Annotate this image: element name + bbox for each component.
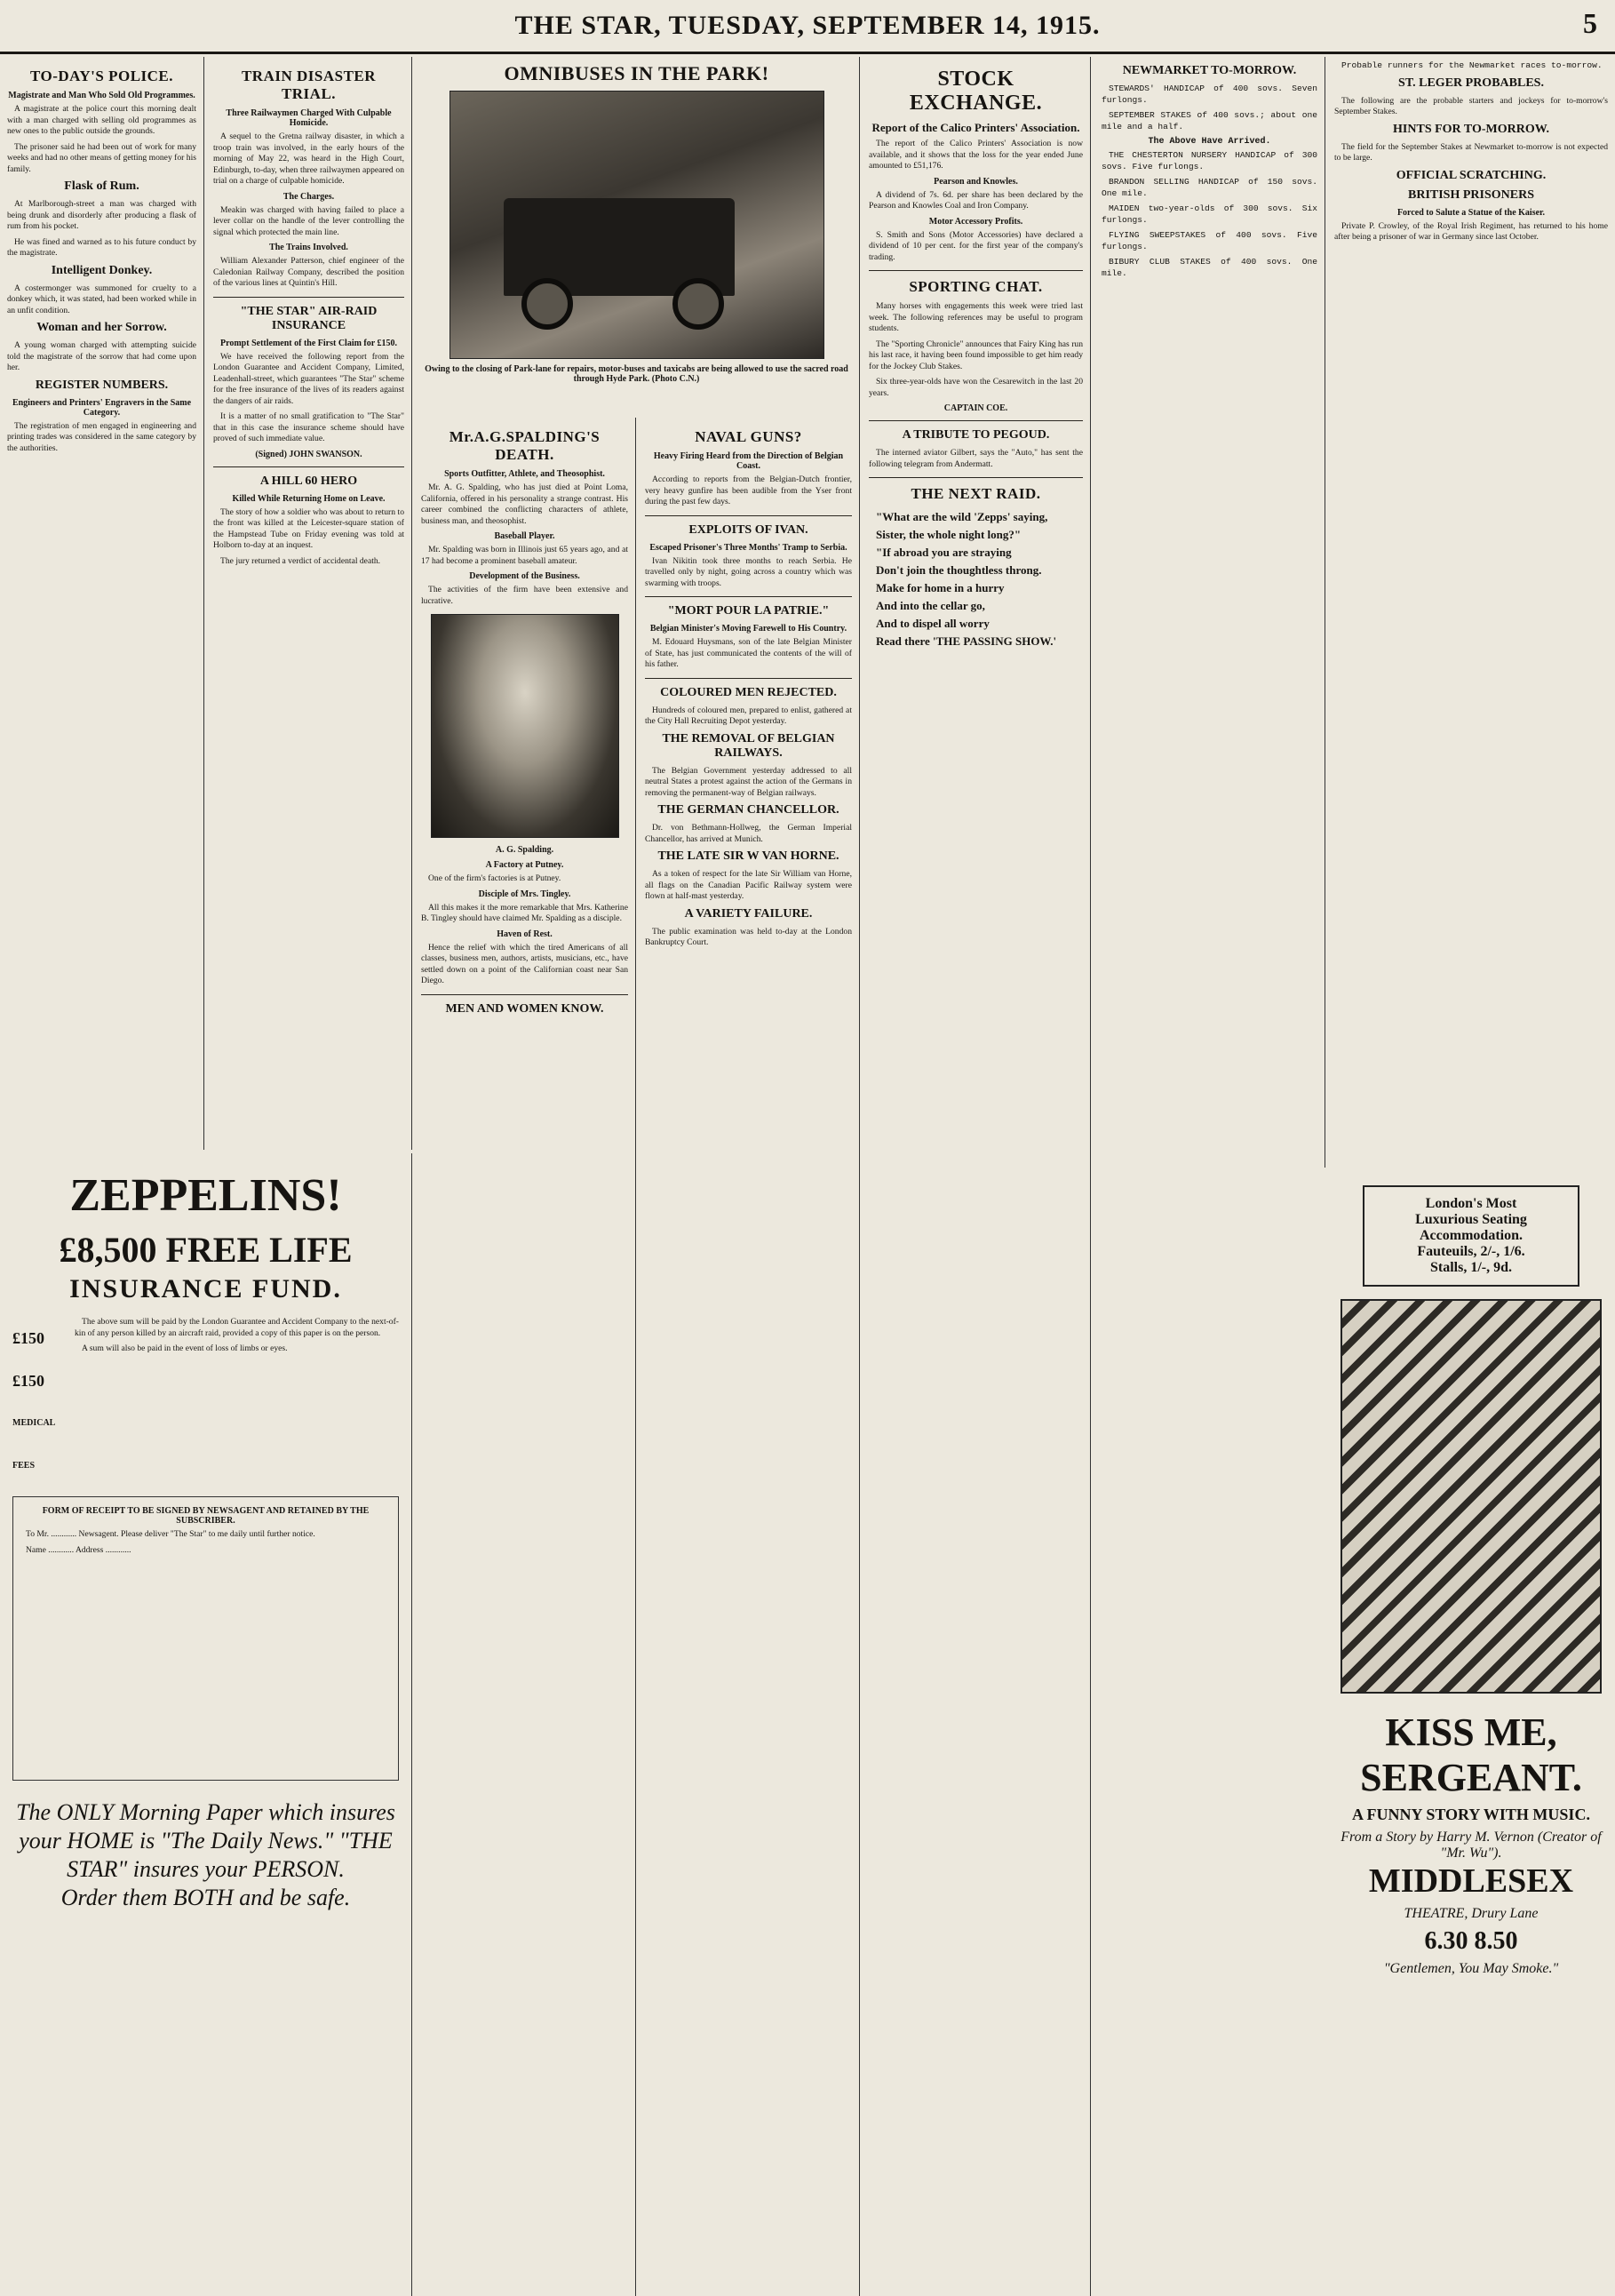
subhead-register: Engineers and Printers' Engravers in the Same Category. [12, 397, 192, 418]
headline-omnibus: OMNIBUSES IN THE PARK! [504, 62, 769, 84]
subhead-naval: Heavy Firing Heard from the Direction of Belgian Coast. [653, 451, 844, 471]
subhead-trains: The Trains Involved. [269, 243, 348, 252]
subhead-haven: Haven of Rest. [497, 929, 553, 939]
subhead-hill60: Killed While Returning Home on Leave. [232, 493, 386, 504]
headline-donkey: Intelligent Donkey. [51, 263, 153, 277]
verse-line: And to dispel all worry [876, 617, 990, 630]
subhead-calico: Report of the Calico Printers' Association. [871, 121, 1080, 134]
omnibus-photo [449, 91, 824, 359]
column-stock [862, 57, 1091, 2296]
tagline-order: Order them BOTH and be safe. [60, 1885, 351, 1910]
spalding-portrait [431, 614, 619, 838]
body-text: Hundreds of coloured men, prepared to enlist, gathered at the City Hall Recruiting Depot yesterday. [645, 705, 852, 726]
headline-mort: "MORT POUR LA PATRIE." [667, 604, 830, 618]
signature: (Signed) JOHN SWANSON. [255, 449, 362, 459]
body-text: BRANDON SELLING HANDICAP of 150 sovs. One mile. [1102, 177, 1317, 198]
seating-line: London's Most [1425, 1196, 1517, 1211]
subhead-pearson: Pearson and Knowles. [934, 176, 1018, 187]
headline-train: TRAIN DISASTER TRIAL. [241, 68, 377, 102]
theatre-location: THEATRE, Drury Lane [1404, 1906, 1539, 1921]
coupon-box [12, 1496, 399, 1781]
body-text: The above sum will be paid by the London Guarantee and Accident Company to the next-of-kin of any person killed by an aircraft raid, provided a copy of this paper is on the person. [75, 1317, 399, 1338]
headline-spalding: Mr.A.G.SPALDING'S DEATH. [449, 428, 601, 463]
headline-van-horne: THE LATE SIR W VAN HORNE. [657, 849, 839, 863]
subhead-mort: Belgian Minister's Moving Farewell to His Country. [649, 624, 847, 634]
body-text: M. Edouard Huysmans, son of the late Belgian Minister of State, has just communicated the contents of the will of his father. [645, 637, 852, 669]
body-text: Probable runners for the Newmarket races to-morrow. [1341, 60, 1603, 70]
masthead: THE STAR, TUESDAY, SEPTEMBER 14, 1915. [514, 11, 1101, 40]
race-card [1102, 84, 1317, 279]
body-text: BIBURY CLUB STAKES of 400 sovs. One mile. [1102, 257, 1317, 278]
headline-woman: Woman and her Sorrow. [36, 321, 167, 334]
body-text: He was fined and warned as to his future conduct by the magistrate. [7, 236, 196, 258]
verse-line: Don't join the thoughtless throng. [876, 563, 1042, 577]
photo-caption: Owing to the closing of Park-lane for repairs, motor-buses and taxicabs are being allowed to use the sacred road through Hyde Park. (Photo C.N.) [425, 364, 848, 384]
portrait-caption: A. G. Spalding. [495, 845, 554, 855]
body-text: To Mr. ............ Newsagent. Please deliver "The Star" to me daily until further notice. [26, 1529, 315, 1539]
headline-scratching: OFFICIAL SCRATCHING. [1396, 168, 1547, 182]
subhead-spalding: Sports Outfitter, Athlete, and Theosophist. [444, 469, 605, 479]
divider [213, 466, 404, 467]
body-text: SEPTEMBER STAKES of 400 sovs.; about one mile and a half. [1102, 110, 1317, 132]
body-text: A young woman charged with attempting suicide told the magistrate of the sorrow that had come upon her. [7, 340, 196, 372]
wheel-shape [521, 278, 573, 330]
medical-fees: MEDICAL FEES [12, 1418, 55, 1471]
column-newmarket [1094, 57, 1325, 1168]
headline-sporting: SPORTING CHAT. [909, 278, 1043, 295]
headline-hill60: A HILL 60 HERO [259, 474, 358, 488]
omnibus-photo-feature [414, 57, 860, 418]
body-text: The report of the Calico Printers' Association is now available, and it shows that the loss for the year ended June amounted to £51,176. [869, 139, 1083, 171]
headline-insurance: "THE STAR" AIR-RAID INSURANCE [240, 304, 378, 332]
body-text: The prisoner said he had been out of work for many weeks and had no other means of getting money for his family. [7, 141, 196, 174]
body-text: A sum will also be paid in the event of loss of limbs or eyes. [82, 1343, 288, 1353]
body-text: The interned aviator Gilbert, says the "Auto," has sent the following telegram from Andermatt. [869, 448, 1083, 469]
subhead-prisoners: Forced to Salute a Statue of the Kaiser. [1396, 207, 1546, 218]
show-title: KISS ME, SERGEANT. [1360, 1710, 1582, 1799]
body-text: MAIDEN two-year-olds of 300 sovs. Six furlongs. [1102, 203, 1317, 225]
sergeant-illustration [1341, 1299, 1602, 1694]
body-text: It is a matter of no small gratification to "The Star" that in this case the insurance scheme should have proved of such immediate value. [213, 411, 404, 443]
subhead-ivan: Escaped Prisoner's Three Months' Tramp to Serbia. [649, 542, 847, 553]
show-author: From a Story by Harry M. Vernon (Creator of "Mr. Wu"). [1341, 1830, 1602, 1861]
body-text: Name ............ Address ............ [26, 1544, 131, 1555]
body-text: Hence the relief with which the tired Americans of all classes, business men, authors, artists, musicians, etc., have settled down on a point of the Californian coast near San Diego. [421, 942, 628, 985]
divider [645, 515, 852, 516]
body-text: According to reports from the Belgian-Dutch frontier, very heavy gunfire has been audible from the Yser front during the past few days. [645, 474, 852, 506]
headline-ivan: EXPLOITS OF IVAN. [688, 522, 808, 537]
verse-line: Read there 'THE PASSING SHOW.' [876, 634, 1057, 648]
body-text: At Marlborough-street a man was charged with being drunk and disorderly after producing a flask of rum from his pocket. [7, 199, 196, 231]
verse-line: Sister, the whole night long?" [876, 528, 1022, 541]
headline-next-raid: THE NEXT RAID. [911, 485, 1041, 502]
smoke-note: "Gentlemen, You May Smoke." [1383, 1961, 1559, 1976]
seating-box [1363, 1185, 1579, 1287]
verse-line: "What are the wild 'Zepps' saying, [876, 510, 1048, 523]
body-text: STEWARDS' HANDICAP of 400 sovs. Seven furlongs. [1102, 84, 1317, 105]
seating-line: Stalls, 1/-, 9d. [1429, 1260, 1512, 1275]
middlesex-theatre-ad [1327, 1169, 1615, 2296]
headline-prisoners: BRITISH PRISONERS [1408, 187, 1534, 202]
column-spalding [414, 418, 636, 2296]
divider [869, 477, 1083, 478]
subhead-baseball: Baseball Player. [494, 531, 555, 541]
body-text: One of the firm's factories is at Putney. [428, 873, 561, 883]
body-text: Mr. A. G. Spalding, who has just died at Point Loma, California, offered in his personality a strange contrast. His career combined the conflicting characters of athlete, business man, and theosophist. [421, 482, 628, 526]
body-text: Dr. von Bethmann-Hollweg, the German Imperial Chancellor, has arrived at Munich. [645, 823, 852, 844]
body-text: Many horses with engagements this week were tried last week. The following references may be useful to program students. [869, 301, 1083, 333]
payout-amount: £150 [12, 1329, 44, 1347]
body-text: Ivan Nikitin took three months to reach Serbia. He travelled only by night, going across a country which was swarming with troops. [645, 555, 852, 588]
insurance-amount: £8,500 FREE LIFE [59, 1230, 353, 1270]
subhead-business: Development of the Business. [469, 571, 580, 581]
theatre-name: MIDDLESEX [1368, 1862, 1574, 1900]
tagline [12, 1798, 399, 1912]
verse-line: "If abroad you are straying [876, 546, 1012, 559]
headline-coloured: COLOURED MEN REJECTED. [660, 685, 837, 699]
body-text: A dividend of 7s. 6d. per share has been declared by the Pearson and Knowles Coal and Iron Company. [869, 189, 1083, 211]
headline-hints: HINTS FOR TO-MORROW. [1393, 122, 1549, 136]
wheel-shape [672, 278, 724, 330]
headline-pegoud: A TRIBUTE TO PEGOUD. [902, 428, 1050, 442]
headline-register: REGISTER NUMBERS. [35, 378, 169, 392]
coupon-heading: FORM OF RECEIPT TO BE SIGNED BY NEWSAGENT AND RETAINED BY THE SUBSCRIBER. [42, 1506, 370, 1526]
body-text: The jury returned a verdict of accidental death. [220, 555, 381, 566]
body-text: FLYING SWEEPSTAKES of 400 sovs. Five furlongs. [1102, 230, 1317, 251]
headline-naval: NAVAL GUNS? [695, 428, 802, 445]
verse [869, 508, 1083, 650]
body-text: THE CHESTERTON NURSERY HANDICAP of 300 sovs. Five furlongs. [1102, 150, 1317, 171]
tagline-main: The ONLY Morning Paper which insures your HOME is "The Daily News." "THE STAR" insures your PERSON. [16, 1799, 395, 1882]
column-train [206, 57, 412, 1150]
show-times: 6.30 8.50 [1424, 1927, 1518, 1955]
subhead-train: Three Railwaymen Charged With Culpable Homicide. [226, 108, 392, 128]
verse-line: Make for home in a hurry [876, 581, 1005, 594]
body-text: The registration of men engaged in engineering and printing trades was considered in the same category by the authorities. [7, 420, 196, 453]
body-text: Mr. Spalding was born in Illinois just 65 years ago, and at 17 had become a prominent baseball amateur. [421, 545, 628, 566]
body-text: Six three-year-olds have won the Cesarewitch in the last 20 years. [869, 377, 1083, 398]
headline-stock: STOCK EXCHANGE. [909, 68, 1043, 115]
seating-line: Accommodation. [1420, 1228, 1523, 1243]
headline-chancellor: THE GERMAN CHANCELLOR. [657, 803, 839, 817]
body-text: The story of how a soldier who was about to return to the front was killed at the Leicester-square station of the Hampstead Tube on Friday evening was told at Holborn to-day at an inquest. [213, 506, 404, 550]
subhead-tingley: Disciple of Mrs. Tingley. [478, 889, 571, 899]
divider [645, 596, 852, 597]
runners-list [1334, 60, 1608, 72]
body-text: Meakin was charged with having failed to place a lever collar on the handle of the lever controlling the signal which protected the main line. [213, 204, 404, 237]
headline-newmarket: NEWMARKET TO-MORROW. [1122, 64, 1297, 77]
body-text: The Belgian Government yesterday addressed to all neutral States a protest against the action of the Germans in removing the permanent-way of Belgian railways. [645, 765, 852, 798]
column-war-news [638, 418, 860, 2296]
body-text: The field for the September Stakes at Newmarket to-morrow is not expected to be large. [1334, 141, 1608, 163]
subhead-motor: Motor Accessory Profits. [928, 216, 1023, 227]
body-text: A sequel to the Gretna railway disaster, in which a troop train was involved, in the early hours of the morning of May 22, was heard in the High Court, Edinburgh, to-day, when three railwaymen appeared on trial on a charge of culpable homicide. [213, 132, 404, 186]
divider [869, 270, 1083, 271]
subhead-factory: A Factory at Putney. [485, 860, 564, 870]
body-text: The "Sporting Chronicle" announces that Fairy King has run his last race, it having been found impossible to get him ready for the Jockey Club Stakes. [869, 339, 1083, 371]
body-text: A magistrate at the police court this morning dealt with a man charged with selling old programmes as new ones to the public outside the grounds. [7, 104, 196, 136]
seating-line: Luxurious Seating [1415, 1212, 1527, 1227]
headline-police: TO-DAY'S POLICE. [29, 68, 174, 84]
headline-st-leger: ST. LEGER PROBABLES. [1398, 76, 1544, 90]
divider [213, 297, 404, 298]
body-text: A costermonger was summoned for cruelty to a donkey which, it was stated, had been worked while in an unfit condition. [7, 283, 196, 315]
subhead-insurance: Prompt Settlement of the First Claim for £150. [219, 338, 398, 348]
headline-variety: A VARIETY FAILURE. [684, 906, 813, 921]
zeppelins-title: ZEPPELINS! [69, 1170, 342, 1221]
signature-coe: CAPTAIN COE. [943, 403, 1008, 413]
body-text: As a token of respect for the late Sir William van Horne, all flags on the Canadian Pacific Railway system were flown at half-mast yesterday. [645, 869, 852, 901]
headline-railways: THE REMOVAL OF BELGIAN RAILWAYS. [662, 731, 835, 760]
divider [421, 994, 628, 995]
headline-men-women: MEN AND WOMEN KNOW. [445, 1001, 604, 1016]
top-rule [0, 52, 1615, 54]
body-text: We have received the following report from the London Guarantee and Accident Company, Limited, Leadenhall-street, which guarantees "The Star" scheme for the free insurance of the lives of its readers against the dangers of air raids. [213, 351, 404, 406]
body-text: Private P. Crowley, of the Royal Irish Regiment, has returned to his home after being a prisoner of war in Germany since last October. [1334, 220, 1608, 242]
subhead-police: Magistrate and Man Who Sold Old Programmes. [8, 91, 195, 100]
body-text: The activities of the firm have been extensive and lucrative. [421, 585, 628, 606]
insurance-fund: INSURANCE FUND. [69, 1274, 342, 1303]
show-subtitle: A FUNNY STORY WITH MUSIC. [1352, 1806, 1590, 1823]
verse-line: And into the cellar go, [876, 599, 985, 612]
body-text: All this makes it the more remarkable that Mrs. Katherine B. Tingley should have claimed Mr. Spalding as a disciple. [421, 902, 628, 923]
column-racing [1327, 57, 1615, 1168]
subhead-charges: The Charges. [282, 191, 335, 202]
zeppelins-insurance-ad [0, 1153, 412, 2296]
page-number: 5 [1583, 7, 1597, 39]
body-text: The public examination was held to-day at the London Bankruptcy Court. [645, 926, 852, 947]
body-text: S. Smith and Sons (Motor Accessories) have declared a dividend of 10 per cent. for the first year of the company's trading. [869, 229, 1083, 262]
divider [645, 678, 852, 679]
seating-line: Fauteuils, 2/-, 1/6. [1417, 1244, 1525, 1259]
divider [869, 420, 1083, 421]
payout-amount: £150 [12, 1372, 44, 1390]
body-text: William Alexander Patterson, chief engineer of the Caledonian Railway Company, described the position of the various lines at Quintin's Hill. [213, 256, 404, 288]
body-text: The following are the probable starters and jockeys for to-morrow's September Stakes. [1334, 95, 1608, 116]
column-police [0, 57, 204, 1150]
headline-rum: Flask of Rum. [64, 179, 139, 193]
subhead-arrived: The Above Have Arrived. [1148, 137, 1271, 147]
